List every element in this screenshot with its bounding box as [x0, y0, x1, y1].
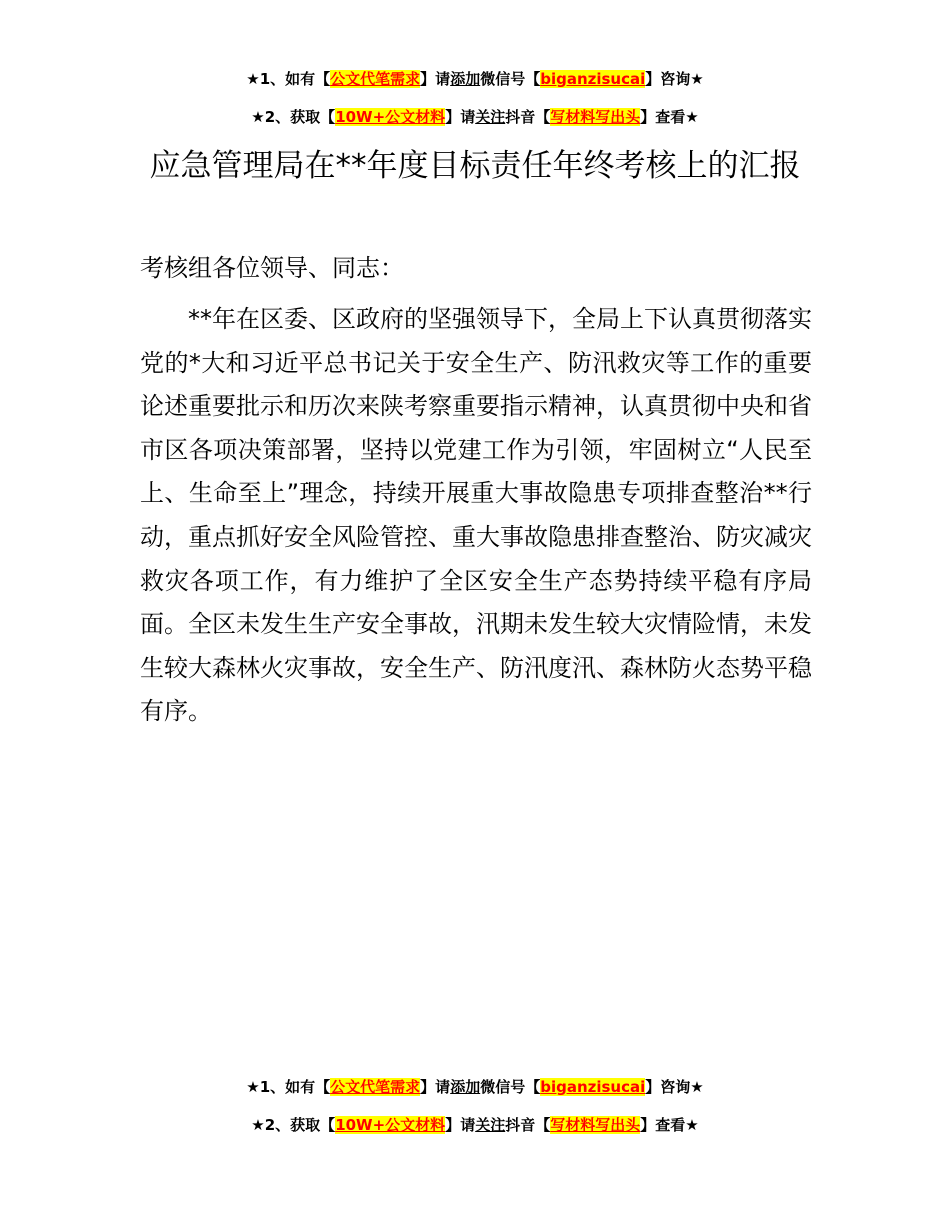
salutation: 考核组各位领导、同志：	[140, 254, 404, 282]
footer-promo-line-2	[0, 1114, 950, 1136]
promo-text: 抖音【	[505, 108, 551, 126]
promo-highlight-wechat-id: biganzisucai	[540, 70, 646, 88]
promo-text: 抖音【	[505, 1116, 551, 1134]
promo-suffix: 】查看★	[640, 108, 699, 126]
promo-text: 】请	[420, 70, 451, 88]
promo-underlined-text: 关注	[475, 1116, 506, 1134]
promo-suffix: 】咨询★	[645, 1078, 704, 1096]
footer-promo-line-1	[0, 1076, 950, 1098]
promo-text: 微信号【	[480, 1078, 541, 1096]
promo-text: 】请	[445, 1116, 476, 1134]
promo-prefix: ★2、获取【	[251, 108, 336, 126]
promo-text: 】请	[420, 1078, 451, 1096]
promo-prefix: ★1、如有【	[246, 70, 331, 88]
promo-underlined-text: 添加	[450, 70, 481, 88]
promo-highlight-materials: 10W+公文材料	[335, 1116, 446, 1134]
promo-text: 微信号【	[480, 70, 541, 88]
promo-highlight-douyin-id: 写材料写出头	[550, 108, 641, 126]
promo-highlight-service: 公文代笔需求	[330, 1078, 421, 1096]
promo-underlined-text: 添加	[450, 1078, 481, 1096]
promo-suffix: 】咨询★	[645, 70, 704, 88]
promo-highlight-douyin-id: 写材料写出头	[550, 1116, 641, 1134]
promo-highlight-materials: 10W+公文材料	[335, 108, 446, 126]
promo-suffix: 】查看★	[640, 1116, 699, 1134]
promo-prefix: ★1、如有【	[246, 1078, 331, 1096]
promo-text: 】请	[445, 108, 476, 126]
promo-prefix: ★2、获取【	[251, 1116, 336, 1134]
promo-highlight-wechat-id: biganzisucai	[540, 1078, 646, 1096]
promo-highlight-service: 公文代笔需求	[330, 70, 421, 88]
header-promo-line-2	[0, 106, 950, 128]
header-promo-line-1	[0, 68, 950, 90]
document-title: 应急管理局在**年度目标责任年终考核上的汇报	[149, 148, 801, 184]
promo-underlined-text: 关注	[475, 108, 506, 126]
body-paragraph: **年在区委、区政府的坚强领导下，全局上下认真贯彻落实党的*大和习近平总书记关于安全生产、防汛救灾等工作的重要论述重要批示和历次来陕考察重要指示精神，认真贯彻中央和省市区各项决策部署，坚持以党建工作为引领，牢固树立“人民至上、生命至上”理念，持续开展重大事故隐患专项排查整治**行动，重点抓好安全风险管控、重大事故隐患排查整治、防灾减灾救灾各项工作，有力维护了全区安全生产态势持续平稳有序局面。全区未发生生产安全事故，汛期未发生较大灾情险情，未发生较大森林火灾事故，安全生产、防汛度汛、森林防火态势平稳有序。	[140, 305, 812, 726]
